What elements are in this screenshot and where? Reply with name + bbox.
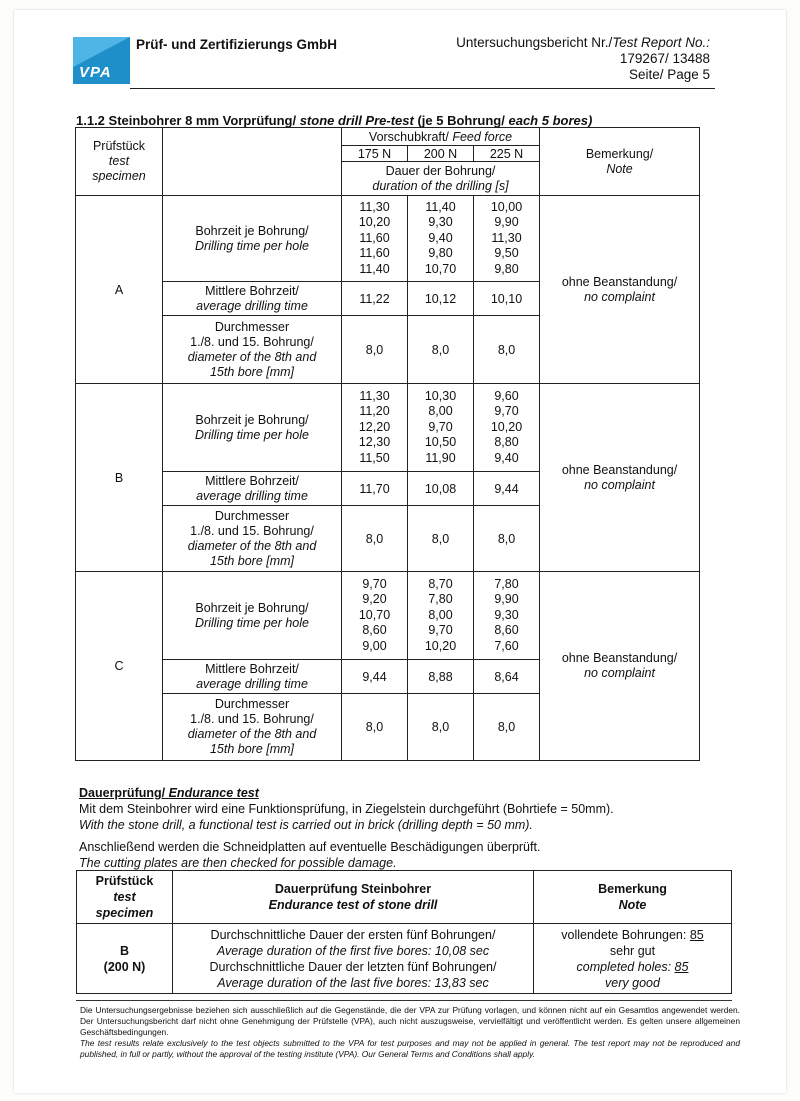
- endurance-p2-en: The cutting plates are then checked for possible damage.: [79, 856, 397, 870]
- dia-c-200: 8,0: [408, 694, 474, 761]
- avg-c-225: 8,64: [474, 660, 540, 694]
- force-225: 225 N: [474, 146, 540, 162]
- endurance-p1-en: With the stone drill, a functional test is carried out in brick (drilling depth = 50 mm).: [79, 818, 533, 832]
- dia-c-175: 8,0: [342, 694, 408, 761]
- diameter-label: Durchmesser 1./8. und 15. Bohrung/ diameter of the 8th and 15th bore [mm]: [163, 316, 342, 384]
- specimen-header: Prüfstück test specimen: [76, 128, 163, 196]
- drill-time-label: Bohrzeit je Bohrung/ Drilling time per hole: [163, 384, 342, 472]
- dia-b-175: 8,0: [342, 506, 408, 572]
- specimen-a: A: [76, 196, 163, 384]
- t2-note: vollendete Bohrungen: 85 sehr gut completed holes: 85 very good: [534, 924, 732, 994]
- footer-de: Die Untersuchungsergebnisse beziehen sich ausschließlich auf die Gegenstände, die der VPA zur Prüfung vorlagen, und können nicht auf ein Gesamtlos angewendet werden. Der Untersuchungsbericht darf nicht ohne Genehmigung der Prüfstelle (VPA), auch nicht auszugsweise, vervielfältigt und veröffentlicht werden. Es gelten unsere allgemeinen Geschäftsbedingungen.: [80, 1005, 740, 1037]
- endurance-section: [79, 785, 719, 871]
- company-name: Prüf- und Zertifizierungs GmbH: [136, 37, 337, 52]
- endurance-table: [76, 870, 732, 994]
- footer-disclaimer: [80, 1005, 740, 1060]
- endurance-p2-de: Anschließend werden die Schneidplatten auf eventuelle Beschädigungen überprüft.: [79, 840, 541, 854]
- pretest-table: [75, 127, 700, 761]
- vpa-logo: [73, 37, 130, 84]
- times-c-200: 8,70 7,80 8,00 9,70 10,20: [408, 572, 474, 660]
- avg-b-175: 11,70: [342, 472, 408, 506]
- avg-b-200: 10,08: [408, 472, 474, 506]
- specimen-c: C: [76, 572, 163, 761]
- label-header: [163, 128, 342, 196]
- remark-c: ohne Beanstandung/ no complaint: [540, 572, 700, 761]
- dia-c-225: 8,0: [474, 694, 540, 761]
- feed-force-header: Vorschubkraft/ Feed force: [342, 128, 540, 146]
- avg-time-label: Mittlere Bohrzeit/ average drilling time: [163, 472, 342, 506]
- times-a-200: 11,40 9,30 9,40 9,80 10,70: [408, 196, 474, 282]
- endurance-p1-de: Mit dem Steinbohrer wird eine Funktionsprüfung, in Ziegelstein durchgeführt (Bohrtiefe = 50mm).: [79, 802, 614, 816]
- drill-time-label: Bohrzeit je Bohrung/ Drilling time per hole: [163, 196, 342, 282]
- t2-durations: Durchschnittliche Dauer der ersten fünf Bohrungen/ Average duration of the first five bores: 10,08 sec Durchschnittliche Dauer der letzten fünf Bohrungen/ Average duration of the last five bores: 13,83 sec: [173, 924, 534, 994]
- remark-a: ohne Beanstandung/ no complaint: [540, 196, 700, 384]
- dia-a-225: 8,0: [474, 316, 540, 384]
- diameter-label: Durchmesser 1./8. und 15. Bohrung/ diameter of the 8th and 15th bore [mm]: [163, 694, 342, 761]
- avg-c-200: 8,88: [408, 660, 474, 694]
- avg-a-225: 10,10: [474, 282, 540, 316]
- times-b-175: 11,30 11,20 12,20 12,30 11,50: [342, 384, 408, 472]
- remark-b: ohne Beanstandung/ no complaint: [540, 384, 700, 572]
- dia-a-200: 8,0: [408, 316, 474, 384]
- avg-time-label: Mittlere Bohrzeit/ average drilling time: [163, 282, 342, 316]
- dia-b-225: 8,0: [474, 506, 540, 572]
- dia-b-200: 8,0: [408, 506, 474, 572]
- times-a-225: 10,00 9,90 11,30 9,50 9,80: [474, 196, 540, 282]
- times-b-200: 10,30 8,00 9,70 10,50 11,90: [408, 384, 474, 472]
- t2-note-header: Bemerkung Note: [534, 871, 732, 924]
- footer-divider: [76, 1000, 732, 1001]
- report-number-block: [456, 35, 710, 83]
- report-number: 179267/ 13488: [619, 51, 710, 66]
- drill-time-label: Bohrzeit je Bohrung/ Drilling time per hole: [163, 572, 342, 660]
- avg-a-175: 11,22: [342, 282, 408, 316]
- footer-en: The test results relate exclusively to the test objects submitted to the VPA for test purposes and may not be applied in general. The test report may not be reproduced and published, in full or partly, without the approval of the testing institute (VPA). Our General Terms and Conditions shall apply.: [80, 1038, 740, 1059]
- note-header: Bemerkung/ Note: [540, 128, 700, 196]
- avg-time-label: Mittlere Bohrzeit/ average drilling time: [163, 660, 342, 694]
- specimen-b: B: [76, 384, 163, 572]
- t2-specimen-header: Prüfstück test specimen: [77, 871, 173, 924]
- times-c-175: 9,70 9,20 10,70 8,60 9,00: [342, 572, 408, 660]
- page-number: Seite/ Page 5: [628, 67, 710, 82]
- section-title: 1.1.2 Steinbohrer 8 mm Vorprüfung/ stone drill Pre-test (je 5 Bohrung/ each 5 bores): [76, 113, 593, 128]
- avg-b-225: 9,44: [474, 472, 540, 506]
- avg-c-175: 9,44: [342, 660, 408, 694]
- logo-text: VPA: [79, 64, 112, 81]
- times-a-175: 11,30 10,20 11,60 11,60 11,40: [342, 196, 408, 282]
- t2-test-header: Dauerprüfung Steinbohrer Endurance test of stone drill: [173, 871, 534, 924]
- header-divider: [130, 88, 715, 89]
- t2-specimen-b: B (200 N): [77, 924, 173, 994]
- endurance-heading: Dauerprüfung/ Endurance test: [79, 786, 259, 800]
- avg-a-200: 10,12: [408, 282, 474, 316]
- times-b-225: 9,60 9,70 10,20 8,80 9,40: [474, 384, 540, 472]
- diameter-label: Durchmesser 1./8. und 15. Bohrung/ diameter of the 8th and 15th bore [mm]: [163, 506, 342, 572]
- force-175: 175 N: [342, 146, 408, 162]
- force-200: 200 N: [408, 146, 474, 162]
- times-c-225: 7,80 9,90 9,30 8,60 7,60: [474, 572, 540, 660]
- dia-a-175: 8,0: [342, 316, 408, 384]
- duration-header: Dauer der Bohrung/ duration of the drilling [s]: [342, 162, 540, 196]
- report-label: Untersuchungsbericht Nr./Test Report No.:: [456, 35, 710, 50]
